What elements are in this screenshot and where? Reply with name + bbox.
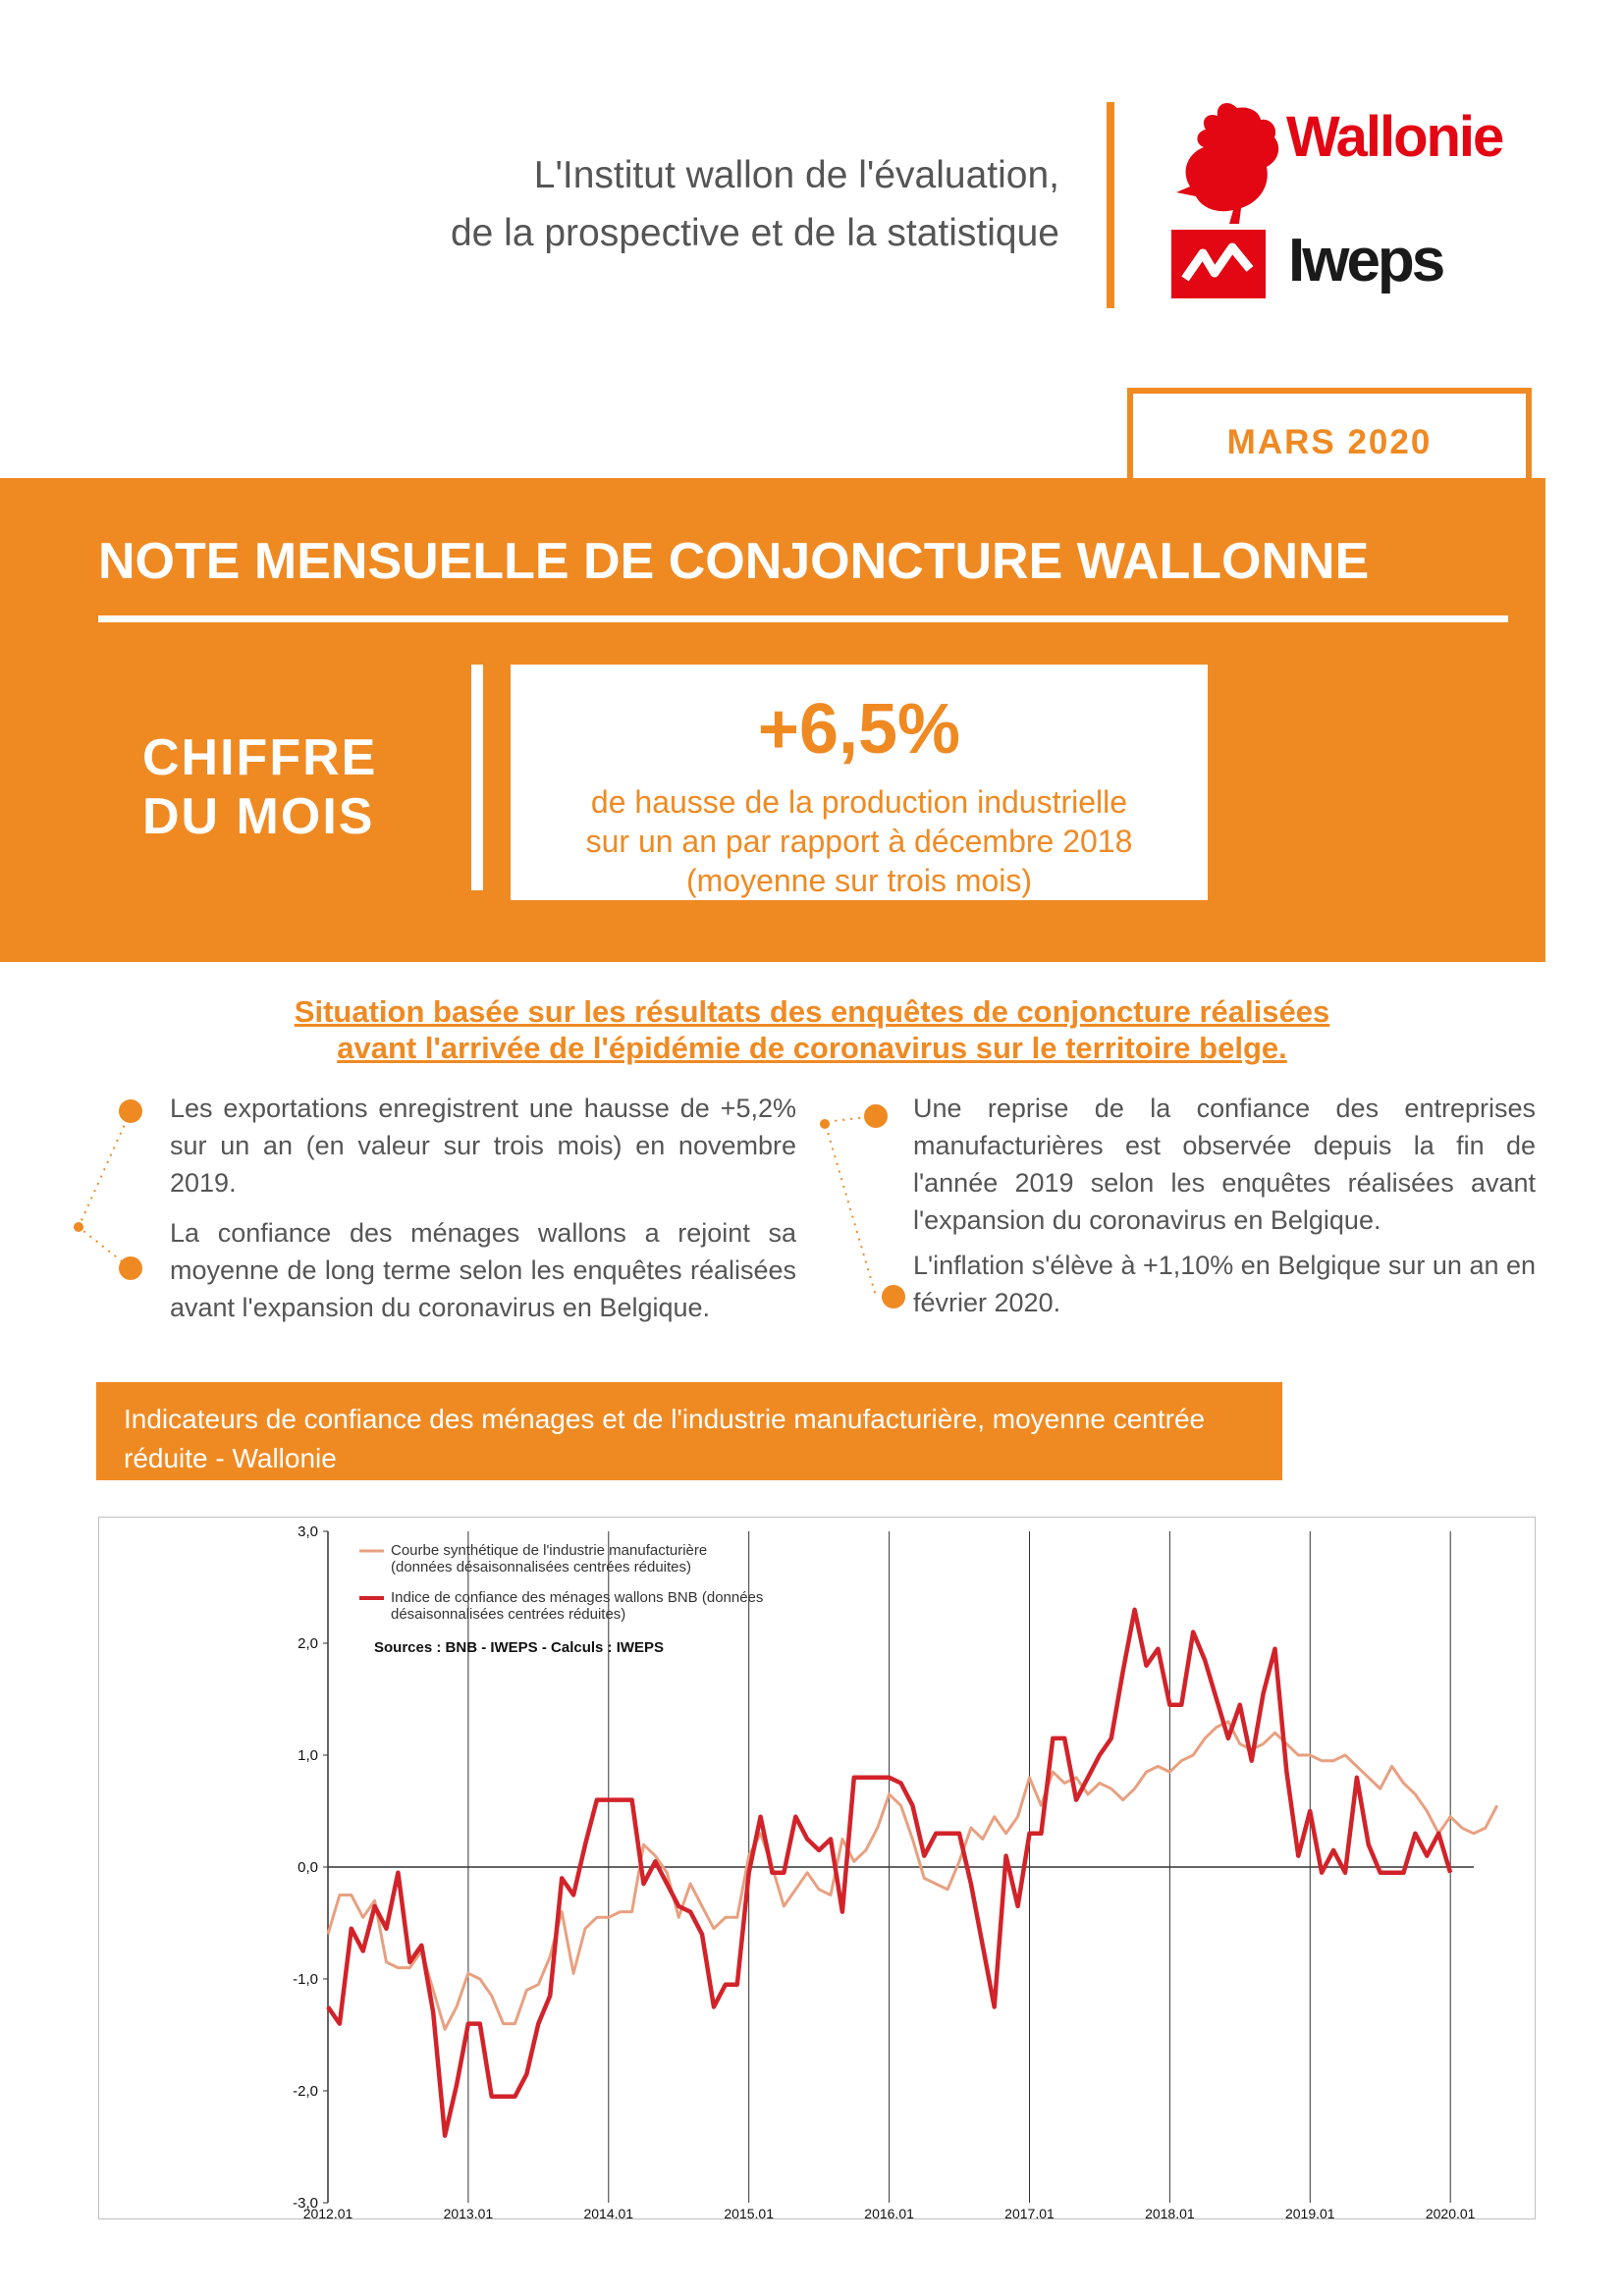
- x-tick-label: 2012.01: [302, 2206, 353, 2218]
- chiffre-line1: CHIFFRE: [142, 729, 378, 786]
- key-figure-description: [511, 782, 1208, 900]
- rooster-logo-icon: [1168, 98, 1286, 226]
- x-tick-label: 2019.01: [1284, 2206, 1335, 2218]
- bullet-dot-small: [74, 1222, 83, 1232]
- x-tick-label: 2016.01: [864, 2206, 914, 2218]
- key-figure-line3: (moyenne sur trois mois): [685, 863, 1033, 898]
- x-tick-label: 2015.01: [724, 2206, 774, 2218]
- chiffre-line2: DU MOIS: [142, 788, 375, 845]
- bullet-dot-small: [820, 1119, 830, 1129]
- chart-sources: Sources : BNB - IWEPS - Calculs : IWEPS: [374, 1639, 665, 1656]
- banner-divider: [471, 665, 483, 890]
- chart-frame: [98, 1517, 1536, 2219]
- key-figure-box: [511, 665, 1208, 900]
- y-tick-label: 1,0: [298, 1747, 318, 1764]
- bullet-inflation: L'inflation s'élève à +1,10% en Belgique sur un an en février 2020.: [913, 1251, 1537, 1317]
- bullet-connector-left: [69, 1099, 147, 1276]
- iweps-wordmark: Iweps: [1288, 227, 1443, 294]
- legend-households-line1: Indice de confiance des ménages wallons BNB (données: [391, 1589, 764, 1606]
- header-divider: [1107, 102, 1114, 308]
- title-banner: [0, 478, 1545, 962]
- bullet-dot: [864, 1104, 888, 1128]
- situation-headline-line2: avant l'arrivée de l'épidémie de coronavirus sur le territoire belge.: [337, 1031, 1287, 1065]
- legend-industry-line2: (données désaisonnalisées centrées réduites): [391, 1559, 692, 1575]
- page-title: NOTE MENSUELLE DE CONJONCTURE WALLONNE: [98, 533, 1370, 590]
- legend-industry-line1: Courbe synthétique de l'industrie manufacturière: [391, 1542, 708, 1559]
- bullet-connector-right: [815, 1099, 903, 1315]
- y-tick-label: 0,0: [298, 1859, 318, 1876]
- title-underline: [98, 615, 1508, 622]
- wallonie-wordmark: Wallonie: [1286, 105, 1503, 169]
- month-tab: [1127, 388, 1532, 478]
- legend-households-line2: désaisonnalisées centrées réduites): [391, 1606, 626, 1623]
- y-tick-label: 3,0: [298, 1523, 318, 1540]
- bullet-household-confidence: La confiance des ménages wallons a rejoint sa moyenne de long terme selon les enquêtes réalisées avant l'expansion du coronavirus en Belgique.: [170, 1218, 796, 1322]
- bullet-exports: Les exportations enregistrent une hausse de +5,2% sur un an (en valeur sur trois mois) en novembre 2019.: [170, 1094, 796, 1198]
- x-tick-label: 2014.01: [583, 2206, 634, 2218]
- institute-name-line1: L'Institut wallon de l'évaluation,: [533, 154, 1059, 196]
- y-tick-label: -1,0: [293, 1971, 318, 1988]
- key-figure-value: +6,5%: [757, 690, 961, 769]
- chiffre-du-mois-label: [142, 728, 377, 846]
- chart-title: Indicateurs de confiance des ménages et de l'industrie manufacturière, moyenne centrée réduite - Wallonie: [124, 1404, 1206, 1473]
- month-label: MARS 2020: [1226, 423, 1433, 461]
- x-tick-label: 2018.01: [1145, 2206, 1195, 2218]
- chart-header: [96, 1382, 1282, 1480]
- confidence-line-chart: [99, 1518, 1535, 2218]
- iweps-logo-icon: [1171, 230, 1266, 298]
- bullet-dot: [119, 1099, 142, 1123]
- bullet-manufacturing-confidence: Une reprise de la confiance des entreprises manufacturières est observée depuis la fin de l'année 2019 selon les enquêtes réalisées avant l'expansion du coronavirus en Belgique.: [913, 1094, 1536, 1235]
- situation-headline-line1: Situation basée sur les résultats des enquêtes de conjoncture réalisées: [294, 994, 1330, 1029]
- series-line-industry: [328, 1722, 1497, 2030]
- bullet-dot: [119, 1256, 142, 1280]
- y-tick-label: -3,0: [293, 2195, 318, 2212]
- bullet-dot: [882, 1285, 905, 1308]
- y-tick-label: -2,0: [293, 2083, 318, 2100]
- institute-name-line2: de la prospective et de la statistique: [450, 212, 1059, 254]
- key-figure-line1: de hausse de la production industrielle: [590, 784, 1128, 820]
- key-figure-line2: sur un an par rapport à décembre 2018: [585, 824, 1133, 859]
- x-tick-label: 2017.01: [1004, 2206, 1055, 2218]
- y-tick-label: 2,0: [298, 1635, 318, 1652]
- x-tick-label: 2013.01: [443, 2206, 494, 2218]
- x-tick-label: 2020.01: [1425, 2206, 1476, 2218]
